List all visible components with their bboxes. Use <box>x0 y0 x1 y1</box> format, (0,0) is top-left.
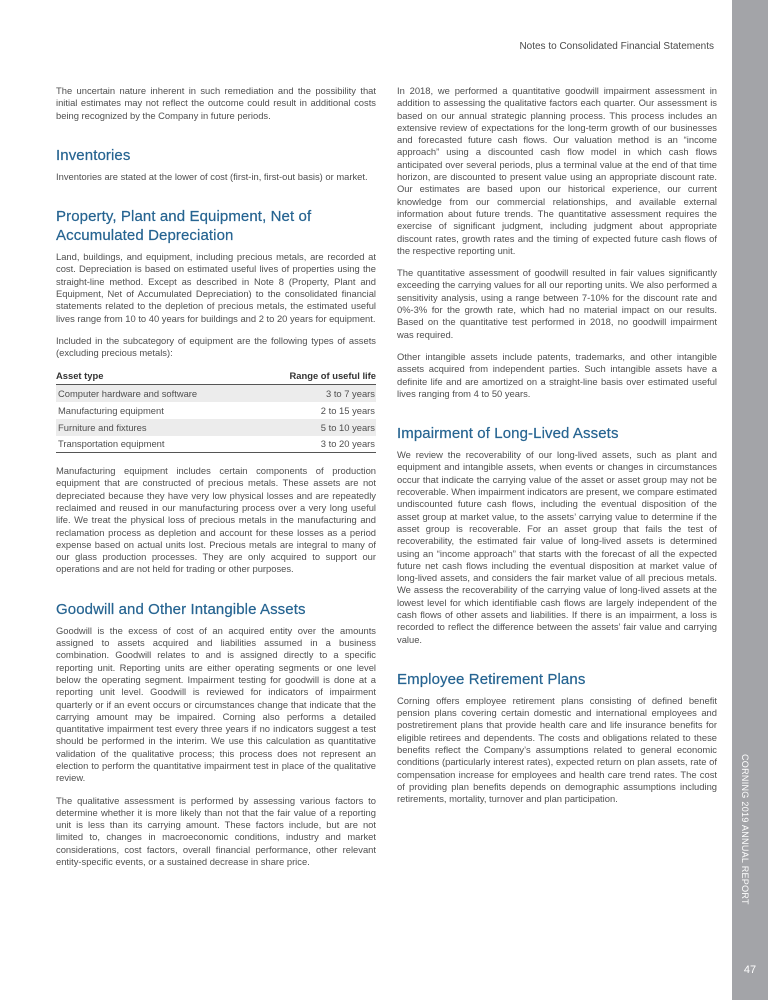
table-row <box>56 436 376 453</box>
inventories-heading: Inventories <box>56 146 131 164</box>
inventories-paragraph: Inventories are stated at the lower of cost (first-in, first-out basis) or market. <box>56 170 368 182</box>
useful-life-cell: 2 to 15 years <box>320 404 375 416</box>
asset-type-cell: Manufacturing equipment <box>58 404 164 416</box>
useful-life-cell: 3 to 7 years <box>255 385 376 402</box>
useful-life-cell: 3 to 20 years <box>255 436 376 453</box>
table-row <box>56 402 376 419</box>
running-header: Notes to Consolidated Financial Statements <box>519 41 714 52</box>
right-column <box>397 85 717 816</box>
table-header-row <box>56 368 376 385</box>
useful-life-cell: 5 to 10 years <box>255 419 376 436</box>
intro-paragraph: The uncertain nature inherent in such remediation and the possibility that initial estimates may not reflect the outcome could result in additional costs being recognized by the Company in future periods. <box>56 85 376 121</box>
asset-type-cell: Furniture and fixtures <box>56 419 255 436</box>
left-column <box>56 85 376 878</box>
ppe-heading-line2: Accumulated Depreciation <box>56 227 234 245</box>
column-header-asset-type: Asset type <box>56 368 255 385</box>
ppe-paragraph-3: Manufacturing equipment includes certain components of production equipment that are constructed of precious metals. These assets are not depreciated because they have very low physical losses and are repeatedly reclaimed and reused in our manufacturing process over a very long useful life. We treat the physical loss of precious metals in the manufacturing and reclamation process as depletion and account for these losses as a period expense based on actual units lost. Precious metals are integral to many of our glass production processes. They are only acquired to support our operations and are not held for trading or other purposes. <box>56 465 376 575</box>
table-row <box>56 419 376 436</box>
impairment-heading: Impairment of Long-Lived Assets <box>397 425 619 443</box>
column-header-useful-life: Range of useful life <box>255 368 376 385</box>
useful-life-table <box>56 368 376 454</box>
impairment-paragraph: We review the recoverability of our long-lived assets, such as plant and equipment and intangible assets, when events or changes in circumstances occur that indicate the carrying value of the asset or asset group may not be recoverable. When impairment indicators are present, we compare estimated undiscounted future cash flows, including the eventual disposition of the asset group at market value, to the assets’ carrying value to determine if the asset group is recoverable. For an asset group that fails the test of recoverability, the estimated fair value of long-lived assets is determined using an “income approach” that starts with the forecast of all the expected future net cash flows including the eventual disposition at market value of long-lived assets, and considers the fair market value of all precious metals. We assess the recoverability of the carrying value of long-lived assets at the lowest level for which identifiable cash flows are largely independent of the cash flows of other assets and liabilities. If there is an impairment, a loss is recorded to reflect the difference between the assets’ fair value and carrying value. <box>397 449 717 645</box>
asset-type-cell: Computer hardware and software <box>56 385 255 402</box>
page-number: 47 <box>743 964 757 976</box>
goodwill-cont-paragraph-3: Other intangible assets include patents, trademarks, and other intangible assets acquired from independent parties. Such intangible assets have a definite life and are amortized on a straight-line basis over estimated useful lives ranging from 4 to 50 years. <box>397 350 717 399</box>
goodwill-heading: Goodwill and Other Intangible Assets <box>56 600 306 618</box>
asset-type-cell: Transportation equipment <box>56 436 255 453</box>
ppe-heading-line1: Property, Plant and Equipment, Net of <box>56 208 312 226</box>
table-row <box>56 385 376 402</box>
retirement-paragraph: Corning offers employee retirement plans consisting of defined benefit pension plans covering certain domestic and international employees and postretirement plans that provide health care and life insurance benefits for eligible retirees and dependents. The costs and obligations related to these benefits reflect the Company’s assumptions related to general economic conditions (particularly interest rates), expected return on plan assets, rate of compensation increase for employees and health care trend rates. The cost of providing plan benefits depends on demographic assumptions including retirements, mortality, turnover and plan participation. <box>397 694 717 805</box>
ppe-heading <box>56 207 376 245</box>
goodwill-paragraph-2: The qualitative assessment is performed by assessing various factors to determine whether it is more likely than not that the fair value of a reporting unit is less than its carrying amount. These factors include, but are not limited to, changes in macroeconomic conditions, industry and market considerations, cost factors, overall financial performance, other relevant entity-specific events, or a sustained decrease in share price. <box>56 794 376 868</box>
ppe-paragraph-1: Land, buildings, and equipment, including precious metals, are recorded at cost. Depreciation is based on estimated useful lives of properties using the straight-line method. Except as described in Note 8 (Property, Plant and Equipment, Net of Accumulated Depreciation) to the consolidated financial statements related to the depletion of precious metals, the estimated useful lives range from 10 to 40 years for buildings and 2 to 20 years for equipment. <box>56 251 376 324</box>
report-title-vertical: CORNING 2019 ANNUAL REPORT <box>740 754 750 905</box>
goodwill-cont-paragraph-2: The quantitative assessment of goodwill resulted in fair values significantly exceeding the carrying values for all our reporting units. We also performed a sensitivity analysis, using a range between 7-10% for the discount rate and 0%-3% for the growth rate, which had no material impact on our results. Based on the quantitative test performed in 2018, no goodwill impairment was required. <box>397 267 717 340</box>
goodwill-cont-paragraph-1: In 2018, we performed a quantitative goodwill impairment assessment in addition to assessing the qualitative factors each quarter. Our assessment is based on our annual strategic planning process. This process includes an extensive review of expectations for the long-term growth of our businesses and forecasted future cash flows. Our valuation method is an “income approach” using a discounted cash flow model in which cash flows anticipated over several periods, plus a terminal value at the end of that time horizon, are discounted to present value using an appropriate discount rate. Our estimates are based upon our historical experience, our current knowledge from our commercial relationships, and available external information about future trends. The quantitative assessment requires the exercise of significant judgment, including judgment about appropriate discount rates, growth rates and the timing of expected future cash flows of the respective reporting unit. <box>397 85 717 256</box>
retirement-heading: Employee Retirement Plans <box>397 670 586 688</box>
ppe-paragraph-2: Included in the subcategory of equipment are the following types of assets (excluding precious metals): <box>56 334 376 359</box>
side-band <box>732 0 768 1000</box>
goodwill-paragraph-1: Goodwill is the excess of cost of an acquired entity over the amounts assigned to assets acquired and liabilities assumed in a business combination. Goodwill relates to and is assigned directly to a specific reporting unit. Reporting units are either operating segments or one level below the operating segment. Impairment testing for goodwill is done at a reporting unit level. Goodwill is reviewed for indicators of impairment quarterly or if an event occurs or circumstances change that indicate that the carrying amount may be impaired. Corning also performs a detailed quantitative impairment test every three years if no indicators suggest a test should be performed in the interim. We use this calculation as quantitative validation of the qualitative process; this process does not represent an election to perform the quantitative impairment test in place of the qualitative review. <box>56 624 376 784</box>
